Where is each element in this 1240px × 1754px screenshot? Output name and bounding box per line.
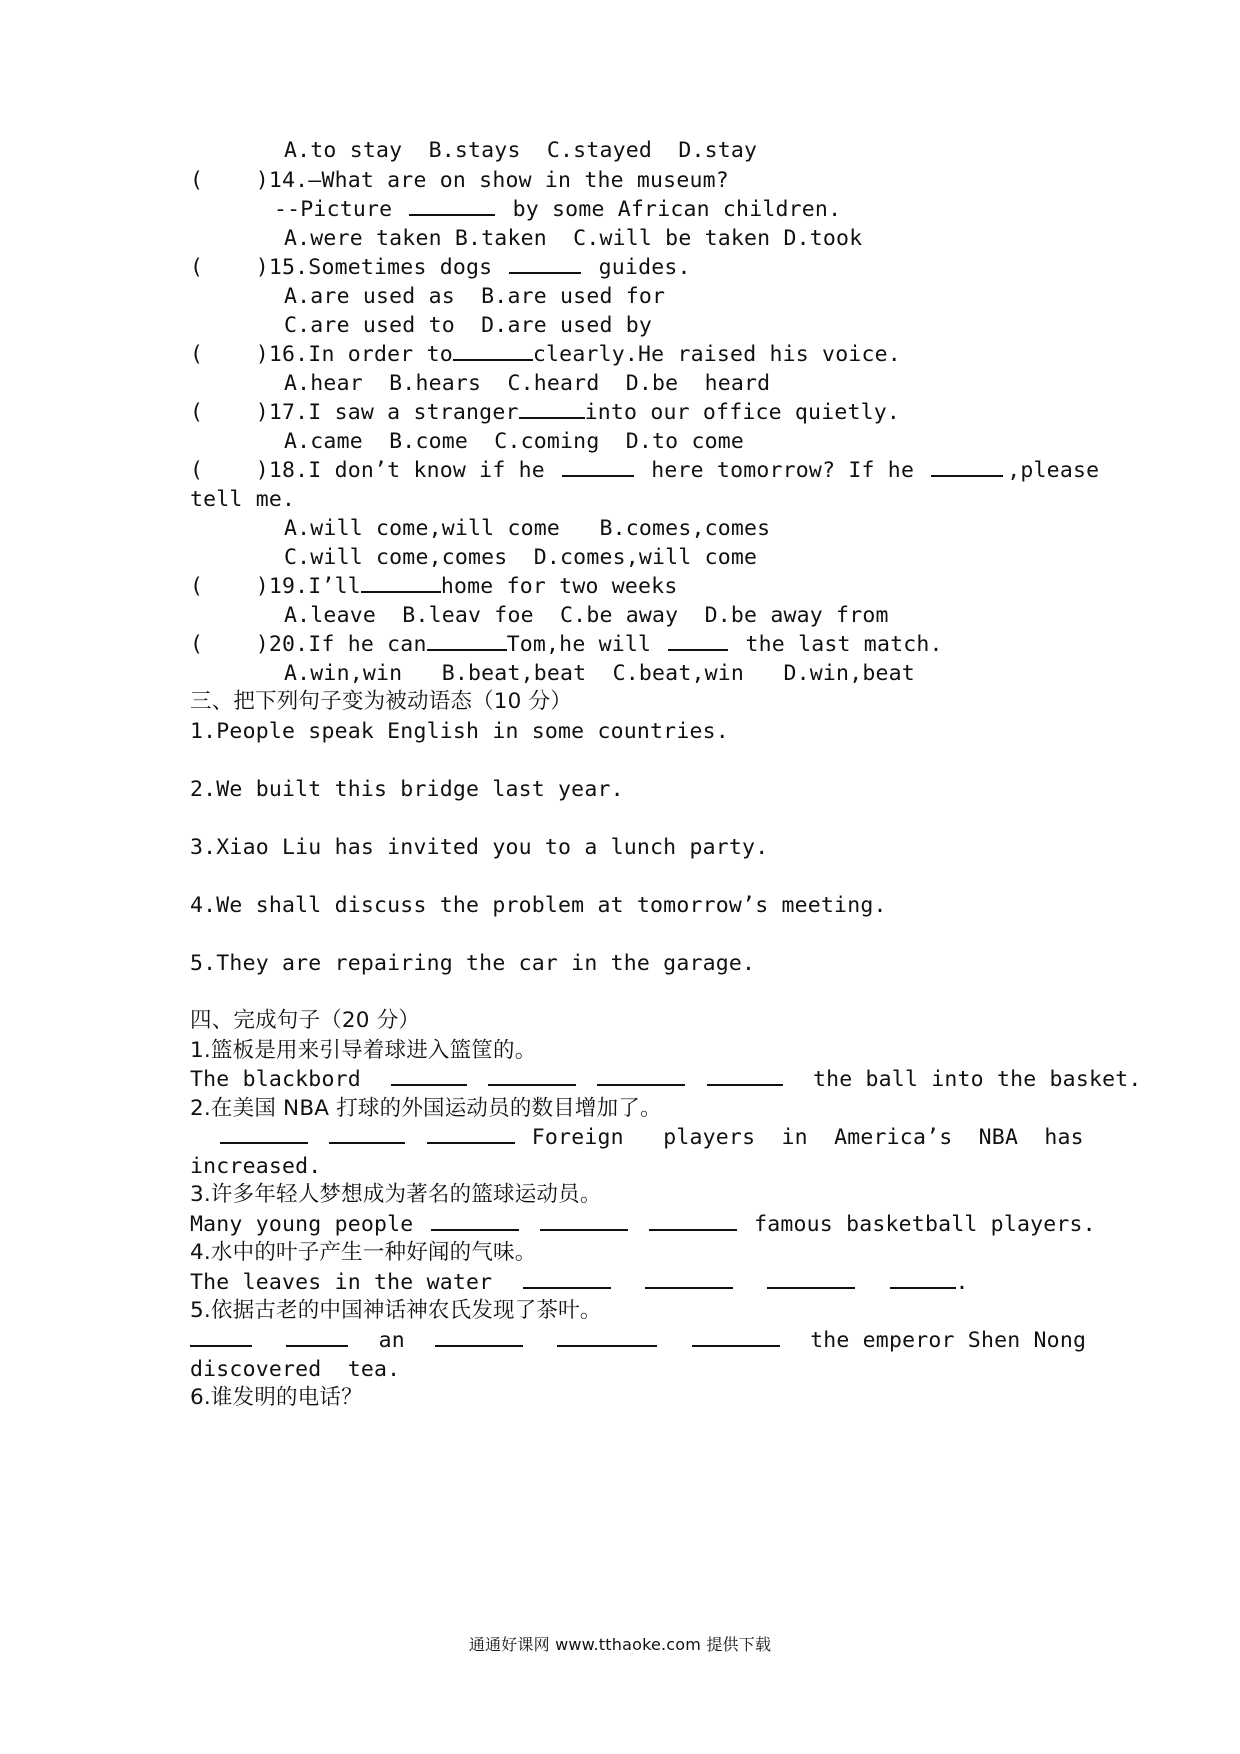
item1-blank-2 <box>488 1083 576 1086</box>
q19-post: home for two weeks <box>440 574 678 599</box>
item4-english <box>190 1272 969 1294</box>
item4-chinese: 4.水中的叶子产生一种好闻的气味。 <box>190 1240 537 1265</box>
item3-chinese: 3.许多年轻人梦想成为著名的篮球运动员。 <box>190 1182 602 1207</box>
q19-options: A.leave B.leav foe C.be away D.be away from <box>284 603 889 628</box>
q20-pre: ( )20.If he can <box>190 632 427 657</box>
item1-blank-3 <box>597 1083 685 1086</box>
q20-mid: Tom,he will <box>506 632 652 657</box>
q15-post: guides. <box>598 255 691 280</box>
q18-pre: ( )18.I don’t know if he <box>190 458 545 483</box>
item3-pre: Many young people <box>190 1212 414 1237</box>
q14-question: ( )14.—What are on show in the museum? <box>190 168 729 193</box>
q15-question <box>190 257 691 279</box>
q15-blank <box>509 271 581 274</box>
page-footer: 通通好课网 www.tthaoke.com 提供下载 <box>468 1635 772 1654</box>
q18-mid: here tomorrow? If he <box>651 458 915 483</box>
part3-heading: 三、把下列句子变为被动语态（10 分） <box>190 689 572 714</box>
q16-post: clearly.He raised his voice. <box>532 342 901 367</box>
item3-english <box>190 1214 1096 1236</box>
part3-sentence-3: 3.Xiao Liu has invited you to a lunch party. <box>190 835 769 860</box>
item1-blank-4 <box>707 1083 783 1086</box>
q17-blank <box>519 416 585 419</box>
part3-sentence-1: 1.People speak English in some countries. <box>190 719 729 744</box>
item2-blank-1 <box>220 1141 308 1144</box>
q14-blank <box>409 213 495 216</box>
item2-english <box>190 1127 1084 1149</box>
item5-blank-3 <box>435 1344 523 1347</box>
q17-question <box>190 402 900 424</box>
item5-blank-2 <box>286 1344 348 1347</box>
item1-post: the ball into the basket. <box>812 1067 1142 1092</box>
item5-continued: discovered tea. <box>190 1357 401 1382</box>
q18-continued: tell me. <box>190 487 296 512</box>
q19-question <box>190 576 677 598</box>
item3-blank-2 <box>540 1228 628 1231</box>
q19-pre: ( )19.I’ll <box>190 574 361 599</box>
item1-chinese: 1.篮板是用来引导着球进入篮筐的。 <box>190 1038 537 1063</box>
item5-an: an <box>378 1328 405 1353</box>
item6-chinese: 6.谁发明的电话？ <box>190 1385 363 1410</box>
item5-post: the emperor Shen Nong <box>810 1328 1087 1353</box>
item2-post: Foreign players in America’s NBA has <box>531 1125 1084 1150</box>
item1-pre: The blackbord <box>190 1067 361 1092</box>
part3-sentence-2: 2.We built this bridge last year. <box>190 777 624 802</box>
q14-options: A.were taken B.taken C.will be taken D.took <box>284 226 863 251</box>
item5-english <box>190 1330 1086 1352</box>
part4-heading: 四、完成句子（20 分） <box>190 1008 421 1033</box>
q16-question <box>190 344 901 366</box>
item2-chinese: 2.在美国 NBA 打球的外国运动员的数目增加了。 <box>190 1096 662 1121</box>
q19-blank <box>361 590 441 593</box>
q20-blank-1 <box>427 648 507 651</box>
item4-blank-3 <box>767 1286 855 1289</box>
q20-blank-2 <box>668 648 728 651</box>
q18-question <box>190 460 1099 482</box>
item3-post: famous basketball players. <box>754 1212 1096 1237</box>
part3-sentence-5: 5.They are repairing the car in the garage. <box>190 951 756 976</box>
item4-blank-4 <box>890 1286 956 1289</box>
item4-blank-2 <box>645 1286 733 1289</box>
item5-blank-4 <box>557 1344 657 1347</box>
item3-blank-3 <box>649 1228 737 1231</box>
q15-pre: ( )15.Sometimes dogs <box>190 255 493 280</box>
item4-end: . <box>955 1270 969 1295</box>
item1-english <box>190 1069 1142 1091</box>
q20-post: the last match. <box>745 632 943 657</box>
item1-blank-1 <box>391 1083 467 1086</box>
item5-blank-1 <box>190 1344 252 1347</box>
item2-blank-3 <box>427 1141 515 1144</box>
item2-continued: increased. <box>190 1154 322 1179</box>
q15-options-2: C.are used to D.are used by <box>284 313 653 338</box>
part3-sentence-4: 4.We shall discuss the problem at tomorrow’s meeting. <box>190 893 887 918</box>
q14-answer-line <box>274 199 841 221</box>
q15-options-1: A.are used as B.are used for <box>284 284 666 309</box>
q16-options: A.hear B.hears C.heard D.be heard <box>284 371 771 396</box>
q16-blank <box>453 358 533 361</box>
q17-pre: ( )17.I saw a stranger <box>190 400 519 425</box>
q17-post: into our office quietly. <box>584 400 901 425</box>
q14-answer-post: by some African children. <box>512 197 842 222</box>
q18-post: ,please <box>1007 458 1100 483</box>
item3-blank-1 <box>431 1228 519 1231</box>
q17-options: A.came B.come C.coming D.to come <box>284 429 745 454</box>
q20-question <box>190 634 943 656</box>
q14-answer-pre: --Picture <box>274 197 393 222</box>
q18-options-1: A.will come,will come B.comes,comes <box>284 516 771 541</box>
item5-chinese: 5.依据古老的中国神话神农氏发现了茶叶。 <box>190 1298 602 1323</box>
q13-options: A.to stay B.stays C.stayed D.stay <box>284 138 758 163</box>
q16-pre: ( )16.In order to <box>190 342 453 367</box>
item5-blank-5 <box>692 1344 780 1347</box>
q18-blank-1 <box>562 474 634 477</box>
item4-pre: The leaves in the water <box>190 1270 493 1295</box>
q18-blank-2 <box>931 474 1003 477</box>
item4-blank-1 <box>523 1286 611 1289</box>
item2-blank-2 <box>329 1141 405 1144</box>
q18-options-2: C.will come,comes D.comes,will come <box>284 545 758 570</box>
q20-options: A.win,win B.beat,beat C.beat,win D.win,beat <box>284 661 915 686</box>
